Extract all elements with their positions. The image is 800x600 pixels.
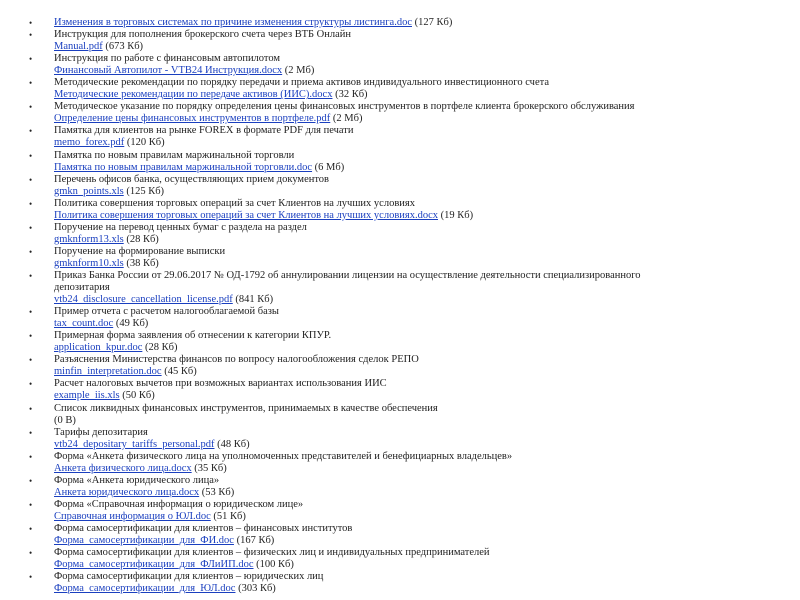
item-title: Форма самосертификации для клиентов – юридических лиц xyxy=(54,571,324,583)
bullet-icon: • xyxy=(29,78,33,89)
list-item xyxy=(0,306,800,330)
file-size: (45 Кб) xyxy=(164,366,197,378)
file-line xyxy=(54,415,800,427)
list-item xyxy=(0,571,800,595)
list-item xyxy=(0,198,800,222)
file-link[interactable]: Методические рекомендации по передаче активов (ИИС).docx xyxy=(54,89,333,101)
file-line xyxy=(54,487,800,499)
file-line xyxy=(54,210,800,222)
file-line xyxy=(54,535,800,547)
list-item xyxy=(0,403,800,427)
item-title: Расчет налоговых вычетов при возможных вариантах использования ИИС xyxy=(54,378,387,390)
file-size: (32 Кб) xyxy=(335,89,368,101)
file-link[interactable]: Manual.pdf xyxy=(54,41,103,53)
list-item xyxy=(0,17,800,29)
file-size: (100 Кб) xyxy=(256,559,294,571)
bullet-icon: • xyxy=(29,548,33,559)
file-link[interactable]: Форма_самосертификации_для_ЮЛ.doc xyxy=(54,583,236,595)
bullet-icon: • xyxy=(29,475,33,486)
file-line xyxy=(54,137,800,149)
bullet-icon: • xyxy=(29,150,33,161)
list-item xyxy=(0,77,800,101)
list-item xyxy=(0,354,800,378)
bullet-icon: • xyxy=(29,30,33,41)
bullet-icon: • xyxy=(29,198,33,209)
item-title: Методическое указание по порядку определения цены финансовых инструментов в портфеле клиента брокерского обслуживания xyxy=(54,101,635,113)
file-line xyxy=(54,186,800,198)
file-line xyxy=(54,559,800,571)
file-link[interactable]: Памятка по новым правилам маржинальной торговли.doc xyxy=(54,161,313,173)
file-link[interactable]: Форма_самосертификации_для_ФЛиИП.doc xyxy=(54,559,254,571)
list-item xyxy=(0,523,800,547)
item-title: Форма «Справочная информация о юридическом лице» xyxy=(54,498,304,510)
file-line xyxy=(54,258,800,270)
file-size: (38 Кб) xyxy=(126,257,159,269)
file-line xyxy=(54,511,800,523)
bullet-icon: • xyxy=(29,174,33,185)
item-title: Поручение на перевод ценных бумаг с раздела на раздел xyxy=(54,221,307,233)
item-title: Памятка для клиентов на рынке FOREX в формате PDF для печати xyxy=(54,125,354,137)
file-line xyxy=(54,439,800,451)
file-line xyxy=(54,234,800,246)
file-size: (303 Кб) xyxy=(238,583,276,595)
file-size: (51 Кб) xyxy=(213,510,246,522)
file-size: (841 Кб) xyxy=(235,294,274,306)
item-title-continued: депозитария xyxy=(54,282,110,294)
bullet-icon: • xyxy=(29,523,33,534)
item-title: Поручение на формирование выписки xyxy=(54,245,226,257)
file-line xyxy=(54,366,800,378)
item-title: Список ликвидных финансовых инструментов, принимаемых в качестве обеспечения xyxy=(54,402,438,414)
list-item xyxy=(0,101,800,125)
file-line xyxy=(54,342,800,354)
bullet-icon: • xyxy=(29,379,33,390)
list-item xyxy=(0,53,800,77)
item-title: Методические рекомендации по порядку передачи и приема активов индивидуального инвестиционного счета xyxy=(54,77,549,89)
bullet-icon: • xyxy=(29,427,33,438)
file-link[interactable]: Финансовый Автопилот - VTB24 Инструкция.docx xyxy=(54,65,283,77)
file-line xyxy=(54,17,800,29)
file-link[interactable]: Справочная информация о ЮЛ.doc xyxy=(54,510,211,522)
list-item xyxy=(0,451,800,475)
file-line xyxy=(54,162,800,174)
list-item xyxy=(0,547,800,571)
item-title: Политика совершения торговых операций за счет Клиентов на лучших условиях xyxy=(54,197,415,209)
bullet-icon: • xyxy=(29,222,33,233)
item-title: Форма «Анкета юридического лица» xyxy=(54,474,220,486)
file-size: (6 Мб) xyxy=(314,161,345,173)
file-link[interactable]: Политика совершения торговых операций за счет Клиентов на лучших условиях.docx xyxy=(54,209,439,221)
item-title: Памятка по новым правилам маржинальной торговли xyxy=(54,149,295,161)
file-size: (167 Кб) xyxy=(236,535,275,547)
file-size: (2 Мб) xyxy=(332,113,363,125)
file-size: (28 Кб) xyxy=(126,233,159,245)
item-title: Пример отчета с расчетом налогооблагаемой базы xyxy=(54,306,279,318)
bullet-icon: • xyxy=(29,403,33,414)
list-item xyxy=(0,499,800,523)
list-item xyxy=(0,330,800,354)
file-size: (673 Кб) xyxy=(105,41,144,53)
file-size: (127 Кб) xyxy=(414,17,453,28)
file-link[interactable]: Форма_самосертификации_для_ФИ.doc xyxy=(54,535,234,547)
list-item xyxy=(0,222,800,246)
list-item xyxy=(0,378,800,402)
file-size: (28 Кб) xyxy=(144,342,178,354)
file-size: (19 Кб) xyxy=(440,209,474,221)
file-link[interactable]: vtb24_depositary_tariffs_personal.pdf xyxy=(54,438,215,450)
file-link[interactable]: Анкета физического лица.docx xyxy=(54,462,192,474)
item-title: Форма «Анкета физического лица на уполномоченных представителей и бенефициарных владельцев» xyxy=(54,450,513,462)
list-item xyxy=(0,29,800,53)
item-title: Перечень офисов банка, осуществляющих прием документов xyxy=(54,173,330,185)
file-line xyxy=(54,89,800,101)
file-line xyxy=(54,294,800,306)
file-size: (50 Кб) xyxy=(122,390,155,402)
file-size: (53 Кб) xyxy=(201,486,235,498)
file-link[interactable]: Анкета юридического лица.docx xyxy=(54,486,200,498)
bullet-icon: • xyxy=(29,18,33,28)
list-item xyxy=(0,125,800,149)
list-item xyxy=(0,246,800,270)
item-title: Форма самосертификации для клиентов – финансовых институтов xyxy=(54,522,353,534)
file-size: (35 Кб) xyxy=(194,462,227,474)
file-line xyxy=(54,318,800,330)
file-size: (49 Кб) xyxy=(115,318,149,330)
file-link[interactable]: gmknform13.xls xyxy=(54,233,124,245)
file-link[interactable]: vtb24_disclosure_cancellation_license.pdf xyxy=(54,294,233,306)
item-title: Форма самосертификации для клиентов – физических лиц и индивидуальных предпринимателей xyxy=(54,547,490,559)
document-list xyxy=(0,17,800,595)
file-link[interactable]: memo_forex.pdf xyxy=(54,137,125,149)
list-item xyxy=(0,270,800,306)
item-title: Тарифы депозитария xyxy=(54,426,148,438)
bullet-icon: • xyxy=(29,102,33,113)
bullet-icon: • xyxy=(29,126,33,137)
file-size: (120 Кб) xyxy=(126,137,165,149)
list-item xyxy=(0,150,800,174)
item-title: Приказ Банка России от 29.06.2017 № ОД-1792 об аннулировании лицензии на осуществление деятельности специализированного xyxy=(54,269,641,281)
list-item xyxy=(0,475,800,499)
bullet-icon: • xyxy=(29,499,33,510)
bullet-icon: • xyxy=(29,355,33,366)
file-line xyxy=(54,583,800,595)
file-line xyxy=(54,113,800,125)
bullet-icon: • xyxy=(29,331,33,342)
list-item xyxy=(0,174,800,198)
file-size: (0 B) xyxy=(54,414,76,426)
file-link[interactable]: Определение цены финансовых инструментов в портфеле.pdf xyxy=(54,113,331,125)
bullet-icon: • xyxy=(29,307,33,318)
file-size: (48 Кб) xyxy=(217,438,250,450)
file-line xyxy=(54,65,800,77)
file-line xyxy=(54,463,800,475)
bullet-icon: • xyxy=(29,572,33,583)
list-item xyxy=(0,427,800,451)
file-link[interactable]: application_kpur.doc xyxy=(54,342,143,354)
item-title: Инструкция по работе с финансовым автопилотом xyxy=(54,53,281,65)
file-link[interactable]: example_iis.xls xyxy=(54,390,120,402)
file-line xyxy=(54,41,800,53)
item-title: Инструкция для пополнения брокерского счета через ВТБ Онлайн xyxy=(54,29,351,41)
file-size: (2 Мб) xyxy=(284,65,315,77)
file-line xyxy=(54,390,800,402)
item-title: Примерная форма заявления об отнесении к категории КПУР. xyxy=(54,330,332,342)
file-link[interactable]: gmkn_points.xls xyxy=(54,185,124,197)
bullet-icon: • xyxy=(29,54,33,65)
bullet-icon: • xyxy=(29,451,33,462)
item-title: Разъяснения Министерства финансов по вопросу налогообложения сделок РЕПО xyxy=(54,354,419,366)
file-link[interactable]: tax_count.doc xyxy=(54,318,114,330)
bullet-icon: • xyxy=(29,270,33,281)
file-link[interactable]: Изменения в торговых системах по причине изменения структуры листинга.doc xyxy=(54,17,412,28)
file-link[interactable]: gmknform10.xls xyxy=(54,257,124,269)
bullet-icon: • xyxy=(29,246,33,257)
file-link[interactable]: minfin_interpretation.doc xyxy=(54,366,162,378)
file-size: (125 Кб) xyxy=(126,185,165,197)
